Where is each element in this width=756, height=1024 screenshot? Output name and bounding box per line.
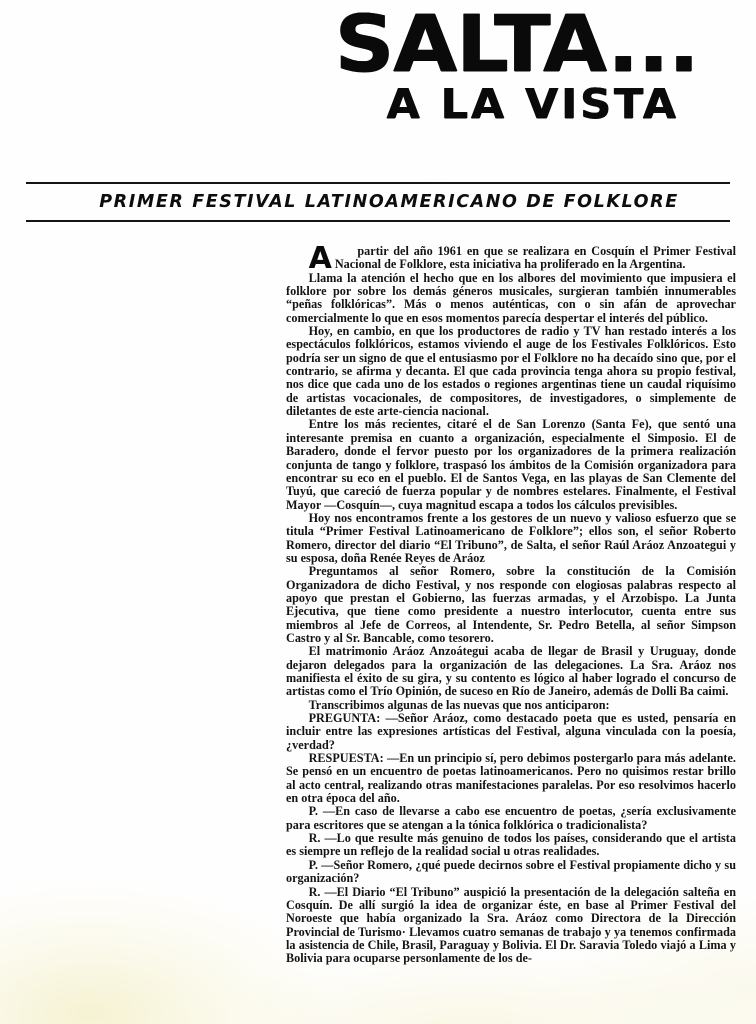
paragraph-text: —Señor Aráoz, como destacado poeta que es usted, pensaría en incluir entre las expresiones artísticas del Festival, alguna vinculada con la poesía, ¿verdad?: [286, 711, 736, 752]
paragraph-text: —Señor Romero, ¿qué puede decirnos sobre el Festival propiamente dicho y su organización?: [286, 857, 736, 886]
article-paragraph: [286, 712, 736, 752]
qa-label: P.: [308, 857, 318, 872]
article-paragraph: [286, 241, 736, 276]
paragraph-text: Transcribimos algunas de las nuevas que nos anticiparon:: [308, 697, 610, 712]
masthead-title: SALTA...: [334, 0, 699, 90]
paragraph-text: Hoy nos encontramos frente a los gestores de un nuevo y valioso esfuerzo que se titula “Primer Festival Latinoamericano de Folklore”; ellos son, el señor Roberto Romero, director del diario “El Tribuno”, de Salta, el señor Raúl Aráoz Anzoategui y su esposa, doña Renée Reyes de Aráoz: [286, 510, 736, 565]
article-paragraph: [286, 859, 736, 886]
qa-label: P.: [308, 804, 318, 819]
masthead-subtitle: A LA VISTA: [386, 80, 679, 128]
paragraph-text: —En un principio sí, pero debimos postergarlo para más adelante. Se pensó en un encuentro de poetas latinoamericanos. Pero no quisimos restar brillo al acto central, realizando otras manifestaciones paralelas. Por eso resolvimos hacerlo en otra época del año.: [286, 751, 736, 806]
paragraph-text: Entre los más recientes, citaré el de San Lorenzo (Santa Fe), que sentó una interesante premisa en cuanto a organización, especialmente el Simposio. El de Baradero, donde el fervor puesto por los organizadores de la primera realización conjunta de tango y folklore, traspasó los ámbitos de la Comisión organizadora para encontrar su eco en el pueblo. El de Santos Vega, en las playas de San Clemente del Tuyú, que careció de fuerza popular y de nombres estelares. Finalmente, el Festival Mayor —Cosquín—, cuya magnitud escapa a todos los cálculos previsibles.: [286, 417, 736, 512]
article-paragraph: [286, 832, 736, 859]
paragraph-text: Llama la atención el hecho que en los albores del movimiento que impusiera el folklore por sobre los demás géneros musicales, surgieran también innumerables “peñas folklóricas”. Más o menos auténticas, con o sin afán de aprovechar comercialmente lo que en esos momentos parecía despertar el interés del público.: [286, 270, 736, 325]
paragraph-text: —Lo que resulte más genuino de todos los países, considerando que el artista es siempre un reflejo de la realidad social u otras realidades.: [286, 831, 736, 859]
section-title: PRIMER FESTIVAL LATINOAMERICANO DE FOLKLORE: [99, 192, 679, 212]
article-paragraph: [286, 512, 736, 565]
qa-label: R.: [308, 884, 321, 899]
drop-cap: A: [308, 241, 332, 276]
masthead: [0, 0, 756, 165]
rule-bottom: [26, 220, 730, 222]
qa-label: R.: [308, 831, 321, 846]
article-paragraph: [286, 645, 736, 698]
article-paragraph: [286, 272, 736, 325]
article-paragraph: [286, 752, 736, 805]
paragraph-text: —El Diario “El Tribuno” auspició la presentación de la delegación salteña en Cosquín. De allí surgió la idea de organizar éste, en base al Primer Festival del Noroeste que había organizado la Sra. Aráoz como Directora de la Dirección Provincial de Turismo· Llevamos cuatro semanas de trabajo y ya tenemos confirmada la asistencia de Chile, Brasil, Paraguay y Bolivia. El Dr. Saravia Toledo viajó a Lima y Bolivia para ocuparse personlamente de los de-: [286, 884, 736, 966]
article-paragraph: [286, 699, 736, 712]
paragraph-text: El matrimonio Aráoz Anzoátegui acaba de llegar de Brasil y Uruguay, donde dejaron delegados para la organización de las delegaciones. La Sra. Aráoz nos manifiesta el éxito de su gira, y su contento es lógico al haber logrado el concurso de artistas como el Trío Opinión, de suceso en Río de Janeiro, además de Dolli Ba caimi.: [286, 644, 736, 699]
section-header: [26, 182, 730, 222]
article-paragraph: [286, 418, 736, 511]
paragraph-text: partir del año 1961 en que se realizara en Cosquín el Primer Festival Nacional de Folklore, esta iniciativa ha proliferado en la Argentina.: [334, 244, 736, 272]
paragraph-text: —En caso de llevarse a cabo ese encuentro de poetas, ¿sería exclusivamente para escritores que se atengan a la tónica folklórica o tradicionalista?: [286, 804, 736, 832]
article-paragraph: [286, 805, 736, 832]
qa-label: PREGUNTA:: [308, 711, 381, 726]
article-paragraph: [286, 325, 736, 418]
article-paragraph: [286, 565, 736, 645]
qa-label: RESPUESTA:: [308, 751, 384, 766]
article-body: [286, 241, 736, 966]
article-paragraph: [286, 886, 736, 966]
paragraph-text: Hoy, en cambio, en que los productores de radio y TV han restado interés a los espectáculos folklóricos, estamos viviendo el auge de los Festivales Folklóricos. Esto podría ser un signo de que el entusiasmo por el Folklore no ha decaído sino que, por el contrario, se afirma y decanta. El que cada provincia tenga ahora su propio festival, nos dice que cada uno de los estados o regiones argentinas tiene un caudal riquísimo de artistas vocacionales, de compositores, de investigadores, o simplemente de diletantes de este arte-ciencia nacional.: [286, 324, 736, 419]
paragraph-text: Preguntamos al señor Romero, sobre la constitución de la Comisión Organizadora de dicho Festival, y nos responde con elogiosas palabras respecto al apoyo que prestan el Gobierno, las fuerzas armadas, y el Arzobispo. La Junta Ejecutiva, que tiene como presidente a nuestro interlocutor, cuenta entre sus miembros al Jefe de Correos, al Intendente, Sr. Pedro Betella, al señor Simpson Castro y al Sr. Bancable, como tesorero.: [286, 564, 736, 645]
